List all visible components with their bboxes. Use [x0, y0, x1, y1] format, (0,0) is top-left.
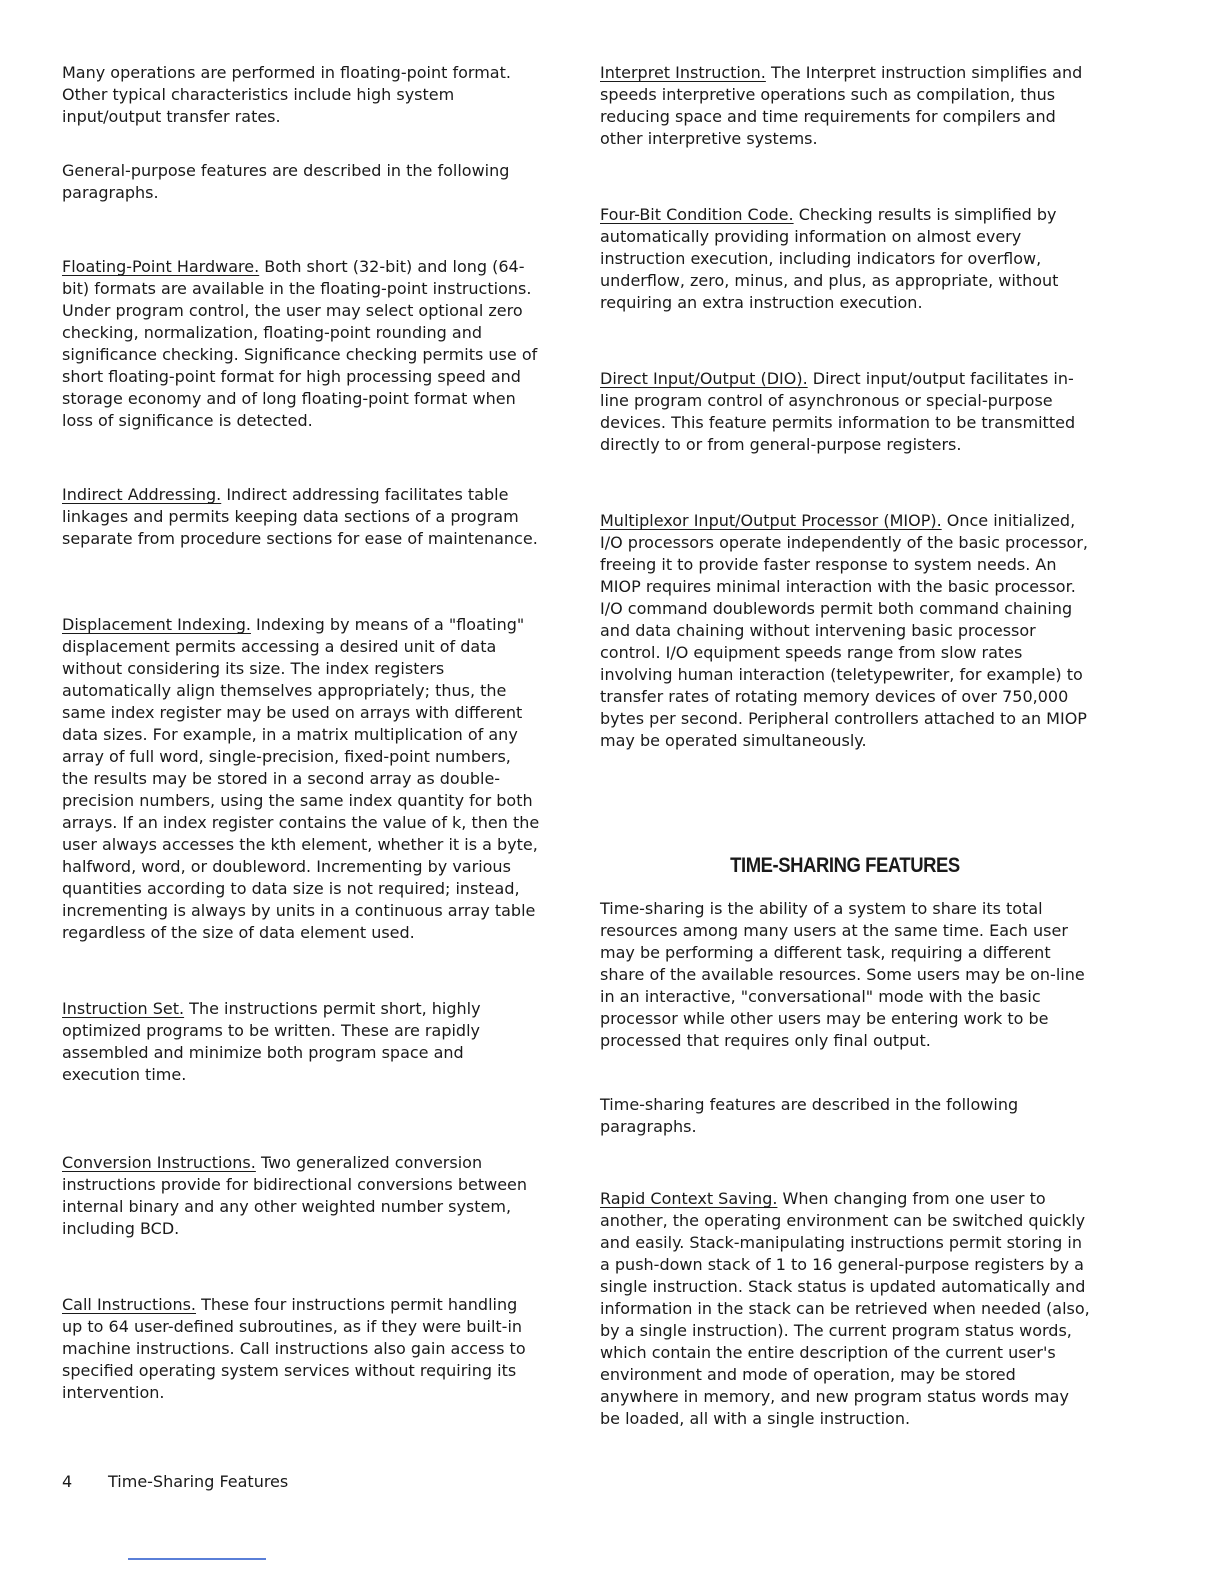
instruction-set-title: Instruction Set.	[62, 999, 185, 1018]
time-sharing-features-intro: Time-sharing features are described in the following paragraphs.	[600, 1095, 1019, 1136]
rapid-context-saving-title: Rapid Context Saving.	[600, 1189, 778, 1208]
direct-io-section	[600, 368, 1090, 456]
general-purpose-intro: General-purpose features are described in the following paragraphs.	[62, 161, 510, 202]
direct-io-title: Direct Input/Output (DIO).	[600, 369, 808, 388]
condition-code-text: Checking results is simplified by automatically providing information on almost every instruction execution, including indicators for overflow, underflow, zero, minus, and plus, as appropriate, without requiring an extra instruction execution.	[600, 205, 1059, 312]
call-instructions-title: Call Instructions.	[62, 1295, 197, 1314]
condition-code-title: Four-Bit Condition Code.	[600, 205, 794, 224]
page-number: 4	[62, 1472, 73, 1491]
instruction-set-section	[62, 998, 542, 1086]
page-footer	[62, 1472, 288, 1491]
rapid-context-saving-section	[600, 1188, 1090, 1430]
rapid-context-saving-text: When changing from one user to another, the operating environment can be switched quickly and easily. Stack-manipulating instructions permit storing in a push-down stack of 1 to 16 general-purpose registers by a single instruction. Stack status is updated automatically and information in the stack can be retrieved when needed (also, by a single instruction). The current program status words, which contain the entire description of the current user's environment and mode of operation, may be stored anywhere in memory, and new program status words may be loaded, all with a single instruction.	[600, 1189, 1090, 1428]
indirect-addressing-title: Indirect Addressing.	[62, 485, 222, 504]
interpret-instruction-text: The Interpret instruction simplifies and speeds interpretive operations such as compilation, thus reducing space and time requirements for compilers and other interpretive systems.	[600, 63, 1083, 148]
conversion-instructions-section	[62, 1152, 542, 1240]
condition-code-section	[600, 204, 1090, 314]
conversion-instructions-text: Two generalized conversion instructions provide for bidirectional conversions between internal binary and any other weighted number system, including BCD.	[62, 1153, 528, 1238]
floating-point-title: Floating-Point Hardware.	[62, 257, 260, 276]
miop-section	[600, 510, 1090, 752]
miop-text: Once initialized, I/O processors operate independently of the basic processor, freeing it to provide faster response to system needs. An MIOP requires minimal interaction with the basic processor. I/O command doublewords permit both command chaining and data chaining without intervening basic processor control. I/O equipment speeds range from slow rates involving human interaction (teletypewriter, for example) to transfer rates of rotating memory devices of over 750,000 bytes per second. Peripheral controllers attached to an MIOP may be operated simultaneously.	[600, 511, 1088, 750]
displacement-indexing-text: Indexing by means of a "floating" displacement permits accessing a desired unit of data without considering its size. The index registers automatically align themselves appropriately; thus, the same index register may be used on arrays with different data sizes. For example, in a matrix multiplication of any array of full word, single-precision, fixed-point numbers, the results may be stored in a second array as double-precision numbers, using the same index quantity for both arrays. If an index register contains the value of k, then the user always accesses the kth element, whether it is a byte, halfword, word, or doubleword. Incrementing by various quantities according to data size is not required; instead, incrementing is always by units in a continuous array table regardless of the size of data element used.	[62, 615, 540, 942]
floating-point-section	[62, 256, 542, 432]
floating-point-text: Both short (32-bit) and long (64-bit) formats are available in the floating-point instructions. Under program control, the user may select optional zero checking, normalization, floating-point rounding and significance checking. Significance checking permits use of short floating-point format for high processing speed and storage economy and of long floating-point format when loss of significance is detected.	[62, 257, 538, 430]
interpret-instruction-section	[600, 62, 1090, 150]
conversion-instructions-title: Conversion Instructions.	[62, 1153, 256, 1172]
time-sharing-heading: TIME-SHARING FEATURES	[730, 854, 960, 877]
indirect-addressing-text: Indirect addressing facilitates table linkages and permits keeping data sections of a program separate from procedure sections for ease of maintenance.	[62, 485, 538, 548]
footer-section-title: Time-Sharing Features	[108, 1472, 289, 1491]
time-sharing-column	[600, 898, 1090, 1430]
right-column	[600, 62, 1090, 752]
call-instructions-section	[62, 1294, 542, 1404]
displacement-indexing-title: Displacement Indexing.	[62, 615, 251, 634]
miop-title: Multiplexor Input/Output Processor (MIOP).	[600, 511, 942, 530]
time-sharing-intro: Time-sharing is the ability of a system to share its total resources among many users at the same time. Each user may be performing a different task, requiring a different share of the available resources. Some users may be on-line in an interactive, "conversational" mode with the basic processor while other users may be entering work to be processed that requires only final output.	[600, 899, 1085, 1050]
interpret-instruction-title: Interpret Instruction.	[600, 63, 766, 82]
call-instructions-text: These four instructions permit handling up to 64 user-defined subroutines, as if they were built-in machine instructions. Call instructions also gain access to specified operating system services without requiring its intervention.	[62, 1295, 526, 1402]
instruction-set-text: The instructions permit short, highly optimized programs to be written. These are rapidly assembled and minimize both program space and execution time.	[62, 999, 481, 1084]
scan-artifact-line	[128, 1558, 266, 1560]
direct-io-text: Direct input/output facilitates in-line program control of asynchronous or special-purpose devices. This feature permits information to be transmitted directly to or from general-purpose registers.	[600, 369, 1076, 454]
intro-paragraph: Many operations are performed in floating-point format. Other typical characteristics include high system input/output transfer rates.	[62, 63, 511, 126]
displacement-indexing-section	[62, 614, 542, 944]
left-column	[62, 62, 542, 1404]
indirect-addressing-section	[62, 484, 542, 550]
